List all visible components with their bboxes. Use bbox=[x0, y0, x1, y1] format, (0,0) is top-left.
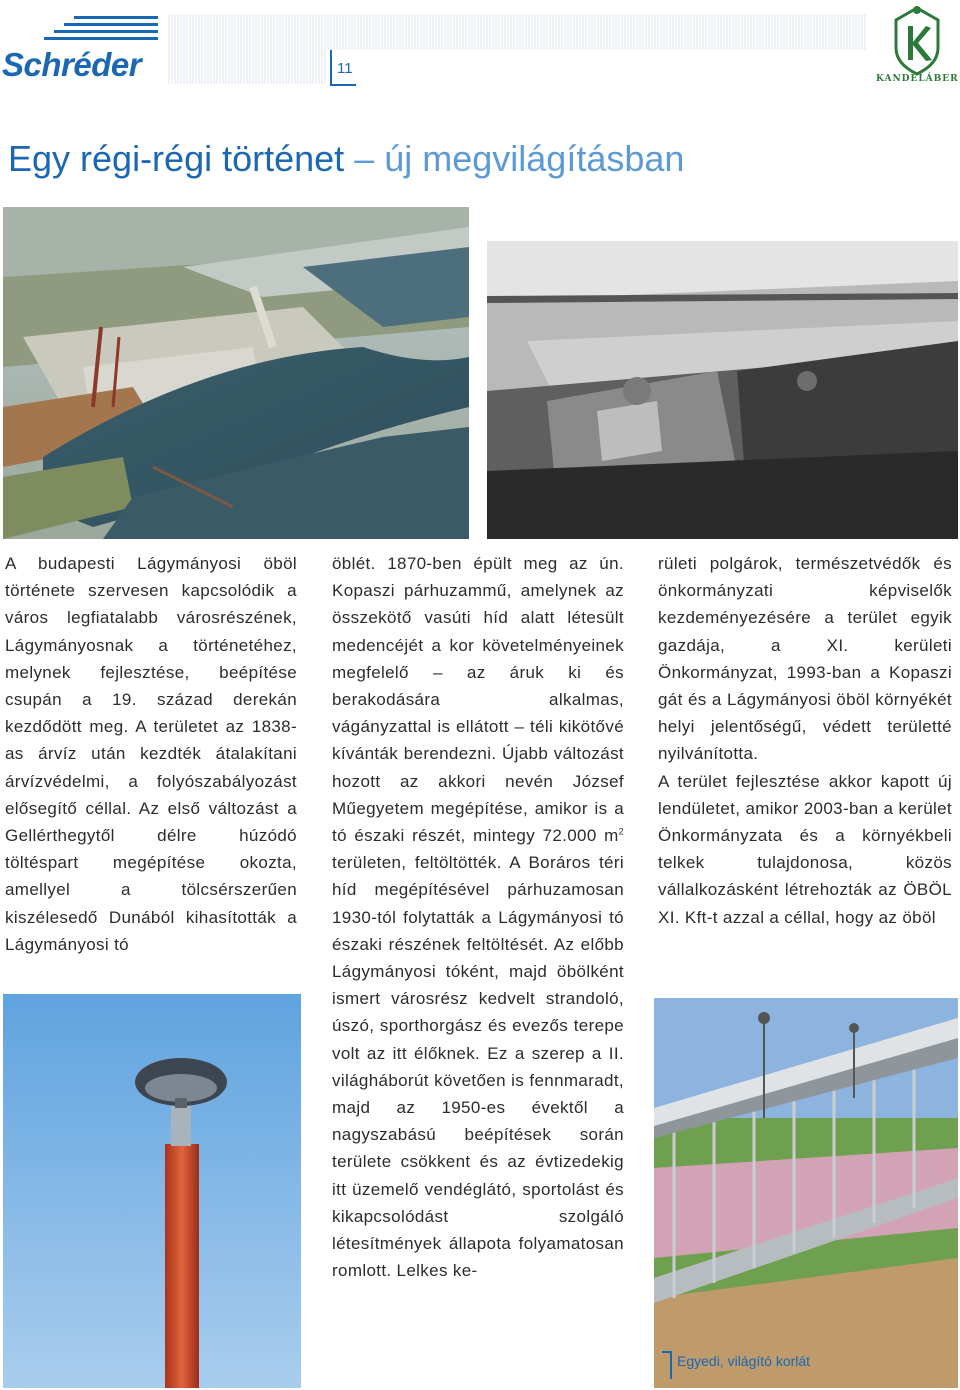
title-dash: – bbox=[354, 138, 375, 179]
title-part-2: új megvilágításban bbox=[384, 138, 685, 179]
column-2-superscript: 2 bbox=[618, 826, 624, 837]
image-caption: Egyedi, világító korlát bbox=[677, 1353, 811, 1369]
image-caption-block bbox=[662, 1349, 852, 1381]
column-1-paragraph: A budapesti Lágymányosi öböl története szervesen kapcsolódik a város legfiatalabb városrészének, Lágymányosnak a történetéhez, melynek fejlesztése, beépítése csupán a 19. század derekán kezdődött meg. A területet az 1838-as árvíz után kezdték átalakítani árvízvédelmi, a folyószabályozást elősegítő céllal. Az első változást a Gellérthegytől délre húzódó töltéspart megépítése okozta, amellyel a tölcsérszerűen kiszélesedő Dunából kihasították a Lágymányosi tó bbox=[5, 554, 297, 954]
text-column-1 bbox=[5, 550, 297, 958]
article-title bbox=[8, 138, 684, 180]
aerial-rendering-image bbox=[3, 207, 469, 539]
header-decor-band bbox=[167, 14, 867, 50]
column-3-paragraph-2: A terület fejlesztése akkor kapott új lendületet, amikor 2003-ban a kerület Önkormányzata és a környékbeli telkek tulajdonosa, közös vállalkozásként létrehozták az ÖBÖL XI. Kft-t azzal a céllal, hogy az öböl bbox=[658, 771, 952, 927]
historical-photo-image bbox=[487, 241, 958, 539]
column-2-paragraph bbox=[332, 550, 624, 1284]
column-3-paragraph-1: rületi polgárok, természetvédők és önkormányzati képviselők kezdeményezésére a terület egyik gazdája, a XI. kerületi Önkormányzat, 1993-ban a Kopaszi gát és a Lágymányosi öböl környékét helyi jelentőségű, védett területté nyilvánította. bbox=[658, 554, 952, 764]
railing-photo-image bbox=[654, 998, 958, 1388]
text-column-2 bbox=[332, 550, 624, 1284]
brand-logo-text: Schréder bbox=[2, 46, 142, 83]
column-2-text-a: öblét. 1870-ben épült meg az ún. Kopaszi párhuzammű, amelynek az összekötő vasúti híd alatt létesült medencéjét a kor követelményeinek megfelelő – az áruk ki és berakodására alkalmas, vágányzattal is ellátott – téli kikötővé kívánták berendezni. Újabb változást hozott az akkori nevén József Műegyetem megépítése, amikor is a tó északi részét, mintegy 72.000 m bbox=[332, 554, 624, 846]
page-number: 11 bbox=[337, 60, 353, 77]
logo-caption: KANDELÁBER bbox=[876, 74, 959, 84]
text-column-3 bbox=[658, 550, 952, 931]
lamp-post-photo-image bbox=[3, 994, 301, 1388]
caption-bracket bbox=[662, 1351, 672, 1379]
column-2-text-b: területen, feltöltötték. A Boráros téri híd megépítésével párhuzamosan 1930-tól folytatták a Lágymányosi tó északi részének feltöltését. Az előbb Lágymányosi tóként, majd öbölként ismert városrész kedvelt strandoló, úszó, sporthorgász és evezős terepe volt az itt élőknek. Ez a szerep a II. világháborút követően is fennmaradt, majd az 1950-es évektől a nagyszabású beépítések során területe csökkent és az évtizedekig itt üzemelő vendéglátó, sportolást és kikapcsolódást szolgáló létesítmények állapota folyamatosan romlott. Lelkes ke- bbox=[332, 853, 624, 1281]
header-decor-band-lower bbox=[167, 50, 327, 84]
title-part-1: Egy régi-régi történet bbox=[8, 138, 345, 179]
